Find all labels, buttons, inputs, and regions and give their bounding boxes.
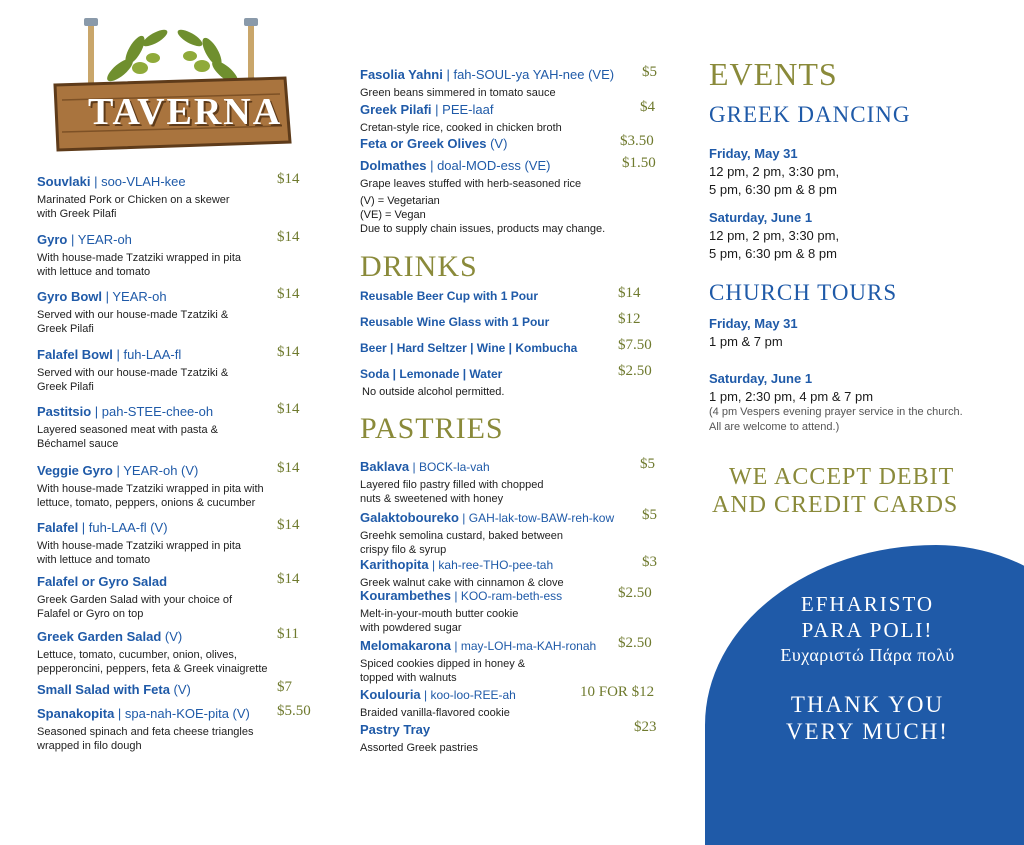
church-tours-heading: CHURCH TOURS: [709, 280, 898, 305]
item-name: Spanakopita: [37, 706, 115, 721]
item-name: Koulouria: [360, 687, 421, 702]
item-name: Baklava: [360, 459, 410, 474]
item-pronunciation: | kah-ree-THO-pee-tah: [428, 558, 554, 572]
menu-item: [360, 721, 665, 755]
menu-item: [37, 705, 322, 753]
item-description: Greek walnut cake with cinnamon & clove: [360, 577, 564, 589]
item-pronunciation: | may-LOH-ma-KAH-ronah: [451, 639, 597, 653]
cards-line2: AND CREDIT CARDS: [712, 492, 959, 518]
menu-item: [360, 637, 665, 685]
item-pronunciation: | YEAR-oh: [67, 232, 132, 247]
item-price: $5: [640, 456, 655, 472]
legend-vegan: (VE) = Vegan: [360, 209, 426, 221]
menu-item: [37, 346, 322, 394]
item-description: Greehk semolina custard, baked between crispy filo & syrup: [360, 530, 564, 556]
item-pronunciation: | doal-MOD-ess (VE): [426, 158, 551, 173]
item-description: Served with our house-made Tzatziki & Greek Pilafi: [37, 309, 229, 335]
item-pronunciation: | fuh-LAA-fl: [112, 347, 182, 362]
item-price: $5: [642, 64, 657, 80]
drink-name: Beer | Hard Seltzer | Wine | Kombucha: [360, 341, 578, 355]
item-name: Souvlaki: [37, 174, 91, 189]
item-price: $3: [642, 554, 657, 570]
drink-name: Soda | Lemonade | Water: [360, 367, 503, 381]
item-pronunciation: | soo-VLAH-kee: [90, 174, 186, 189]
dancing-times2b: 5 pm, 6:30 pm & 8 pm: [709, 246, 837, 261]
item-name: Feta or Greek Olives: [360, 136, 487, 151]
menu-item: [37, 573, 322, 621]
item-name: Greek Pilafi: [360, 102, 432, 117]
drinks-note: No outside alcohol permitted.: [362, 386, 505, 398]
menu-item: [360, 101, 665, 135]
item-description: Assorted Greek pastries: [360, 742, 478, 754]
item-price: $1.50: [622, 155, 656, 171]
item-pronunciation: (V): [161, 629, 183, 644]
menu-item: [360, 509, 665, 557]
menu-item: [360, 587, 665, 635]
drink-item: [360, 287, 665, 305]
item-name: Melomakarona: [360, 638, 452, 653]
menu-item: [37, 288, 322, 336]
menu-item: [37, 519, 322, 567]
item-name: Pastry Tray: [360, 722, 431, 737]
item-description: Greek Garden Salad with your choice of Falafel or Gyro on top: [37, 594, 233, 620]
item-description: Spiced cookies dipped in honey & topped with walnuts: [360, 658, 526, 684]
dancing-times1b: 5 pm, 6:30 pm & 8 pm: [709, 182, 837, 197]
item-name: Kourambethes: [360, 588, 452, 603]
item-price: $14: [277, 344, 300, 360]
item-description: Cretan-style rice, cooked in chicken broth: [360, 122, 562, 134]
item-pronunciation: | YEAR-oh: [102, 289, 167, 304]
item-name: Falafel Bowl: [37, 347, 113, 362]
drinks-heading: DRINKS: [360, 250, 478, 283]
menu-item: [360, 686, 665, 720]
dancing-times1: 12 pm, 2 pm, 3:30 pm,: [709, 164, 840, 179]
item-description: With house-made Tzatziki wrapped in pita with lettuce and tomato: [37, 252, 242, 278]
item-description: Grape leaves stuffed with herb-seasoned rice: [360, 178, 582, 190]
item-price: $14: [277, 401, 300, 417]
menu-item: [37, 681, 322, 699]
item-price: $11: [277, 626, 299, 642]
item-price: $2.50: [618, 585, 652, 601]
item-price: $14: [277, 286, 300, 302]
item-name: Pastitsio: [37, 404, 92, 419]
item-price: $14: [277, 517, 300, 533]
item-name: Veggie Gyro: [37, 463, 113, 478]
drink-price: $7.50: [618, 337, 652, 353]
item-pronunciation: | PEE-laaf: [431, 102, 494, 117]
legend-vegetarian: (V) = Vegetarian: [360, 195, 440, 207]
item-description: Melt-in-your-mouth butter cookie with powdered sugar: [360, 608, 519, 634]
drink-item: [360, 313, 665, 331]
item-description: Seasoned spinach and feta cheese triangles wrapped in filo dough: [37, 726, 254, 752]
greek-dancing-heading: GREEK DANCING: [709, 102, 911, 127]
item-price: $2.50: [618, 635, 652, 651]
item-name: Fasolia Yahni: [360, 67, 443, 82]
taverna-logo: [40, 10, 300, 170]
item-name: Dolmathes: [360, 158, 427, 173]
item-price: $5.50: [277, 703, 311, 719]
menu-item: [360, 66, 665, 100]
item-description: Served with our house-made Tzatziki & Greek Pilafi: [37, 367, 229, 393]
drink-price: $14: [618, 285, 641, 301]
item-price: $23: [634, 719, 657, 735]
menu-item: [37, 403, 322, 451]
item-price: $3.50: [620, 133, 654, 149]
tours-note2: All are welcome to attend.): [709, 421, 840, 433]
menu-item: [360, 157, 665, 191]
thanks-l5: VERY MUCH!: [786, 719, 949, 744]
menu-item: [360, 458, 665, 506]
item-description: With house-made Tzatziki wrapped in pita with lettuce, tomato, peppers, onions & cucumber: [37, 483, 264, 509]
item-pronunciation: | fah-SOUL-ya YAH-nee (VE): [442, 67, 615, 82]
pastries-heading: PASTRIES: [360, 412, 504, 445]
item-name: Falafel or Gyro Salad: [37, 574, 168, 589]
menu-item: [360, 135, 665, 153]
item-price: $14: [277, 571, 300, 587]
item-pronunciation: | KOO-ram-beth-ess: [451, 589, 563, 603]
item-pronunciation: | fuh-LAA-fl (V): [78, 520, 168, 535]
item-pronunciation: | GAH-lak-tow-BAW-reh-kow: [458, 511, 615, 525]
item-description: Lettuce, tomato, cucumber, onion, olives, pepperoncini, peppers, feta & Greek vinaigrette: [37, 649, 268, 675]
menu-item: [37, 462, 322, 510]
item-name: Gyro Bowl: [37, 289, 103, 304]
thanks-l3: Ευχαριστώ Πάρα πολύ: [780, 645, 955, 665]
item-description: Marinated Pork or Chicken on a skewer with Greek Pilafi: [37, 194, 230, 220]
thanks-l1: EFHARISTO: [800, 592, 935, 616]
item-pronunciation: | spa-nah-KOE-pita (V): [114, 706, 250, 721]
tours-times2: 1 pm, 2:30 pm, 4 pm & 7 pm: [709, 389, 874, 404]
dancing-day2: Saturday, June 1: [709, 210, 813, 225]
drink-name: Reusable Beer Cup with 1 Pour: [360, 289, 539, 303]
item-price: $4: [640, 99, 655, 115]
legend: [360, 194, 605, 236]
item-description: Layered seasoned meat with pasta & Béchamel sauce: [37, 424, 219, 450]
thanks-l4: THANK YOU: [790, 692, 945, 717]
item-name: Small Salad with Feta: [37, 682, 170, 697]
dancing-times2: 12 pm, 2 pm, 3:30 pm,: [709, 228, 840, 243]
dancing-day1: Friday, May 31: [709, 146, 798, 161]
item-description: Braided vanilla-flavored cookie: [360, 707, 510, 719]
tours-times1: 1 pm & 7 pm: [709, 334, 783, 349]
item-price: $14: [277, 229, 300, 245]
drink-item: [360, 339, 665, 357]
item-pronunciation: (V): [169, 682, 191, 697]
item-pronunciation: (V): [486, 136, 508, 151]
tours-day2: Saturday, June 1: [709, 371, 813, 386]
item-description: Green beans simmered in tomato sauce: [360, 87, 556, 99]
item-name: Falafel: [37, 520, 79, 535]
item-description: Layered filo pastry filled with chopped nuts & sweetened with honey: [360, 479, 544, 505]
item-pronunciation: | BOCK-la-vah: [409, 460, 490, 474]
menu-item: [37, 173, 322, 221]
logo-text: TAVERNA: [88, 91, 283, 133]
drink-name: Reusable Wine Glass with 1 Pour: [360, 315, 550, 329]
drink-price: $2.50: [618, 363, 652, 379]
item-name: Gyro: [37, 232, 68, 247]
events-heading: EVENTS: [709, 56, 838, 92]
drink-item: [360, 365, 665, 383]
item-price: 10 FOR $12: [580, 684, 655, 700]
tours-note1: (4 pm Vespers evening prayer service in the church.: [709, 406, 963, 418]
menu-item: [37, 231, 322, 279]
item-name: Greek Garden Salad: [37, 629, 162, 644]
supply-note: Due to supply chain issues, products may change.: [360, 223, 606, 235]
item-description: With house-made Tzatziki wrapped in pita with lettuce and tomato: [37, 540, 242, 566]
tours-day1: Friday, May 31: [709, 316, 798, 331]
cards-line1: WE ACCEPT DEBIT: [729, 464, 955, 490]
item-price: $5: [642, 507, 657, 523]
item-price: $14: [277, 460, 300, 476]
item-pronunciation: | YEAR-oh (V): [112, 463, 199, 478]
item-price: $14: [277, 171, 300, 187]
item-pronunciation: | koo-loo-REE-ah: [420, 688, 516, 702]
thanks-l2: PARA POLI!: [801, 618, 934, 642]
drink-price: $12: [618, 311, 641, 327]
item-pronunciation: | pah-STEE-chee-oh: [91, 404, 214, 419]
item-name: Karithopita: [360, 557, 429, 572]
menu-item: [37, 628, 322, 676]
item-price: $7: [277, 679, 292, 695]
item-name: Galaktoboureko: [360, 510, 459, 525]
